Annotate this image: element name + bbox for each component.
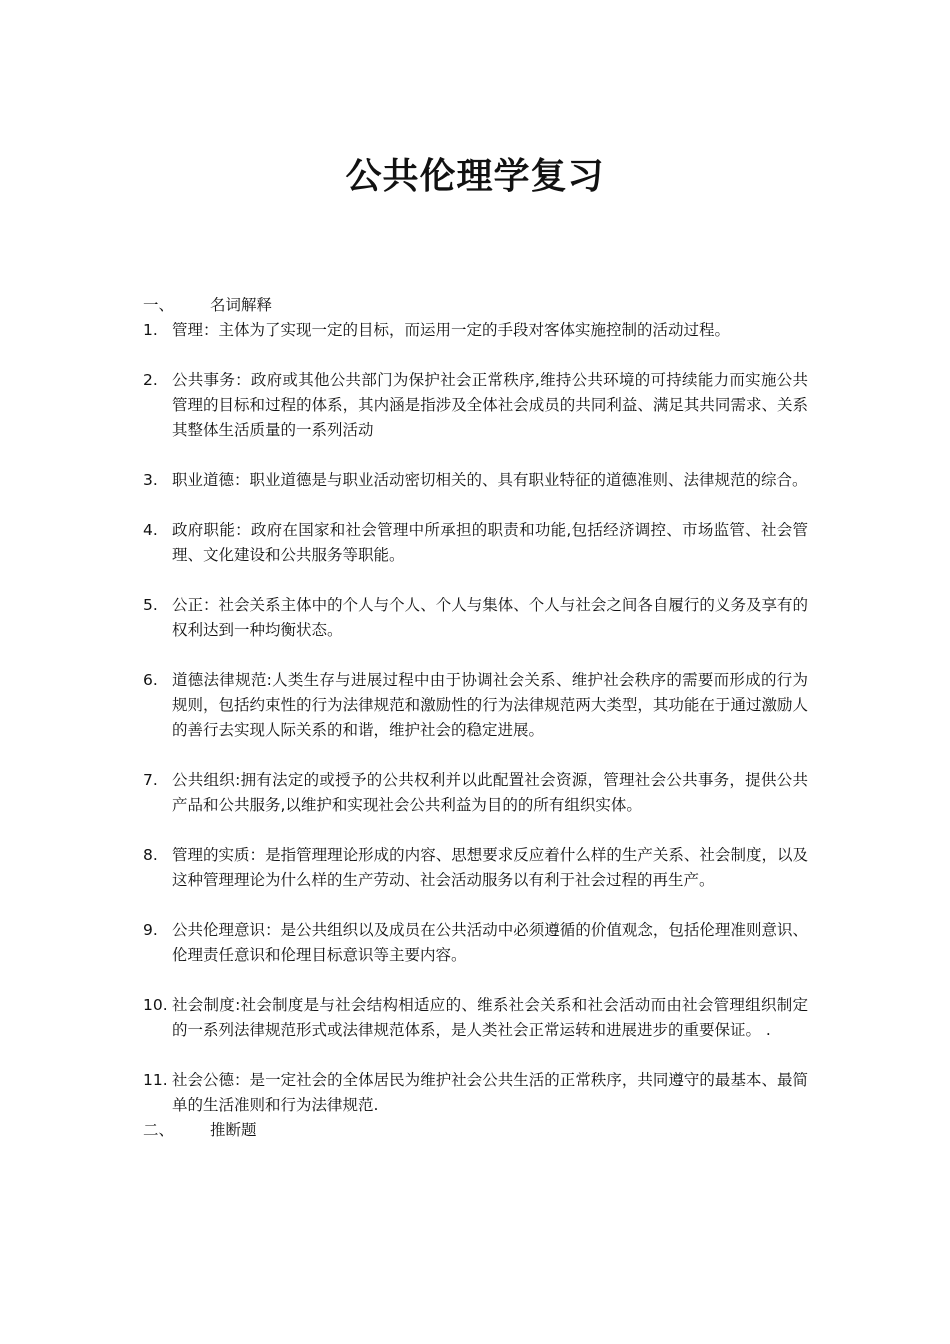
item-number: 1.: [143, 321, 158, 339]
list-item: [143, 843, 808, 893]
section-heading-1: [143, 293, 808, 318]
item-number: 10.: [143, 996, 168, 1014]
item-number: 7.: [143, 771, 158, 789]
item-text: 公共组织:拥有法定的或授予的公共权利并以此配置社会资源，管理社会公共事务，提供公共产品和公共服务,以维护和实现社会公共利益为目的的所有组织实体。: [172, 771, 808, 814]
item-text: 管理：主体为了实现一定的目标，而运用一定的手段对客体实施控制的活动过程。: [172, 321, 731, 339]
list-item: [143, 318, 808, 343]
item-number: 5.: [143, 596, 158, 614]
item-number: 6.: [143, 671, 158, 689]
list-item: [143, 993, 808, 1043]
list-item: [143, 518, 808, 568]
list-item: [143, 593, 808, 643]
list-item: [143, 668, 808, 743]
item-text: 道德法律规范:人类生存与进展过程中由于协调社会关系、维护社会秩序的需要而形成的行为规则，包括约束性的行为法律规范和激励性的行为法律规范两大类型，其功能在于通过激励人的善行去实现人际关系的和谐，维护社会的稳定进展。: [172, 671, 808, 739]
item-text: 职业道德：职业道德是与职业活动密切相关的、具有职业特征的道德准则、法律规范的综合。: [172, 471, 808, 489]
item-number: 4.: [143, 521, 158, 539]
list-item: [143, 1068, 808, 1118]
section-number: 二、: [143, 1121, 175, 1139]
section-number: 一、: [143, 296, 175, 314]
list-item: [143, 468, 808, 493]
item-text: 管理的实质：是指管理理论形成的内容、思想要求反应着什么样的生产关系、社会制度，以及这种管理理论为什么样的生产劳动、社会活动服务以有利于社会过程的再生产。: [172, 846, 808, 889]
item-text: 政府职能：政府在国家和社会管理中所承担的职责和功能,包括经济调控、市场监管、社会管理、文化建设和公共服务等职能。: [172, 521, 808, 564]
item-text: 公共伦理意识：是公共组织以及成员在公共活动中必须遵循的价值观念，包括伦理准则意识、伦理责任意识和伦理目标意识等主要内容。: [172, 921, 808, 964]
list-item: [143, 368, 808, 443]
document-body: [143, 293, 808, 1143]
item-text: 社会制度:社会制度是与社会结构相适应的、维系社会关系和社会活动而由社会管理组织制定的一系列法律规范形式或法律规范体系，是人类社会正常运转和进展进步的重要保证。 .: [172, 996, 808, 1039]
list-item: [143, 918, 808, 968]
list-item: [143, 768, 808, 818]
item-number: 9.: [143, 921, 158, 939]
section-title: 名词解释: [210, 296, 273, 314]
item-number: 2.: [143, 371, 158, 389]
item-text: 社会公德：是一定社会的全体居民为维护社会公共生活的正常秩序，共同遵守的最基本、最简单的生活准则和行为法律规范.: [172, 1071, 808, 1114]
item-number: 3.: [143, 471, 158, 489]
item-number: 8.: [143, 846, 158, 864]
item-text: 公正：社会关系主体中的个人与个人、个人与集体、个人与社会之间各自履行的义务及享有的权利达到一种均衡状态。: [172, 596, 808, 639]
section-title: 推断题: [210, 1121, 257, 1139]
section-heading-2: [143, 1118, 808, 1143]
item-text: 公共事务：政府或其他公共部门为保护社会正常秩序,维持公共环境的可持续能力而实施公共管理的目标和过程的体系，其内涵是指涉及全体社会成员的共同利益、满足其共同需求、关系其整体生活质量的一系列活动: [172, 371, 808, 439]
document-title: 公共伦理学复习: [345, 156, 605, 197]
item-number: 11.: [143, 1071, 168, 1089]
